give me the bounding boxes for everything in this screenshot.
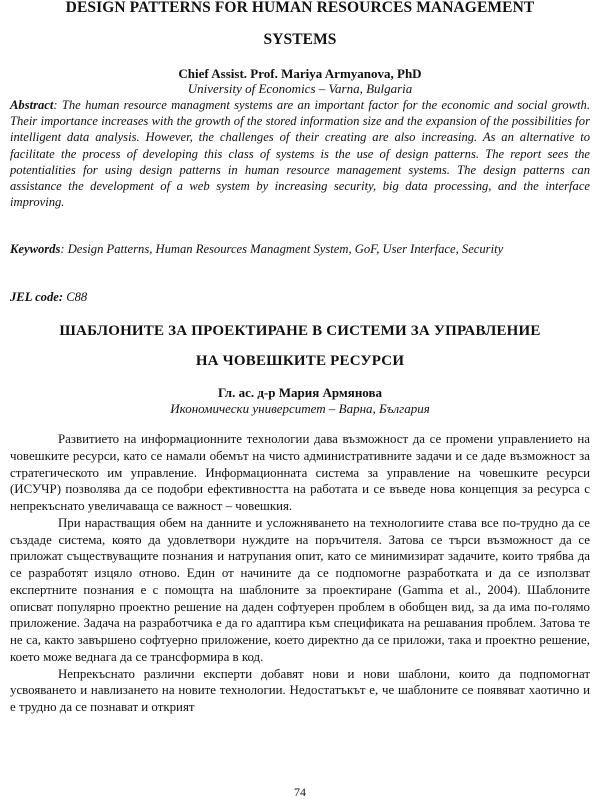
abstract: [10, 97, 590, 210]
body-text: [10, 431, 590, 716]
bulgarian-title: [0, 316, 600, 376]
english-title-line-1: DESIGN PATTERNS FOR HUMAN RESOURCES MANAGEMENT: [65, 0, 535, 16]
english-title-line-2: SYSTEMS: [263, 31, 337, 48]
keywords: [10, 241, 590, 257]
english-title: [0, 0, 600, 56]
body-paragraph-2: При нарастващия обем на данните и усложняването на технологиите става все по-трудно да се създаде система, която да удовлетвори нуждите на поръчителя. Затова се търси възможност да се приложат съществуващите познания и натрупания опит, като се минимизират задачите, които трябва да се разработят изцяло отново. Един от начините да се подпомогне разработката и да се използват експертните познания е с помощта на шаблоните за проектиране (Gamma et al., 2004). Шаблоните описват популярно проектно решение на даден софтуерен проблем в обобщен вид, за да има по-голямо приложение. Задача на разработчика е да го адаптира към спецификата на решавания проблем. Затова те не са, както завършено софтуерно приложение, което директно да се приложи, така и проектно решение, което може веднага да се трансформира в код.: [10, 515, 590, 664]
bulgarian-affiliation: Икономически университет – Варна, България: [170, 401, 430, 416]
jel-label: JEL code:: [10, 290, 64, 304]
body-paragraph-3: Непрекъснато различни експерти добавят нови и нови шаблони, които да подпомогнат усвояването и навлизането на новите технологии. Недостатъкът е, че шаблоните се появяват хаотично и е трудно да се познават и открият: [10, 666, 590, 714]
bulgarian-title-line-1: ШАБЛОНИТЕ ЗА ПРОЕКТИРАНЕ В СИСТЕМИ ЗА УПРАВЛЕНИЕ: [59, 323, 541, 339]
page-number: 74: [294, 785, 306, 799]
abstract-text: : The human resource managment systems are an important factor for the economic and social growth. Their importance increases with the growth of the stored information size and the expansion of the possibilities for intelligent data analysis. However, the challenges of their creating are also increasing. As an alternative to facilitate the process of developing this class of systems is the use of design patterns. The report sees the potentialities for using design patterns in human resource management systems. The design patterns can assistance the development of a web system by increasing security, big data processing, and the interface improving.: [10, 98, 590, 210]
keywords-label: Keywords: [10, 242, 61, 256]
english-affiliation: University of Economics – Varna, Bulgaria: [187, 81, 413, 96]
jel-value: C88: [63, 290, 88, 304]
bulgarian-author: Гл. ас. д-р Мария Армянова: [217, 385, 383, 400]
jel-code: [10, 289, 590, 305]
english-author: Chief Assist. Prof. Mariya Armyanova, PhD: [178, 66, 422, 81]
abstract-label: Abstract: [10, 98, 54, 112]
bulgarian-title-line-2: НА ЧОВЕШКИТЕ РЕСУРСИ: [195, 353, 405, 369]
body-paragraph-1: Развитието на информационните технологии дава възможност да се промени управлението на човешките ресурси, като се намали обемът на чисто административните задачи и се даде възможност за стратегическото им управление. Информационната система за управление на човешките ресурси (ИСУЧР) позволява да се подобри ефективността на работата и се въведе нова концепция за ресурса с непрекъснато увеличаваща се важност – човешкия.: [10, 432, 590, 513]
keywords-text: : Design Patterns, Human Resources Managment System, GoF, User Interface, Security: [60, 242, 504, 256]
